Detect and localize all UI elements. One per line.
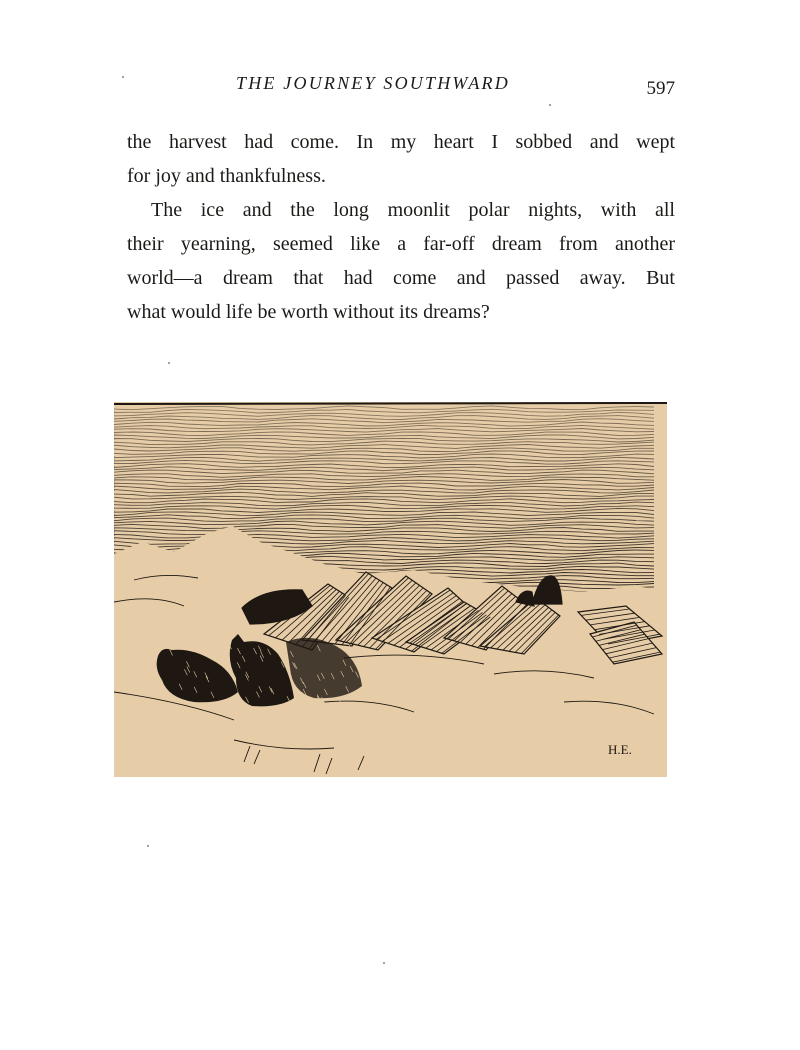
illustration-drawing	[114, 402, 667, 777]
paper-speck	[549, 104, 551, 106]
text-line: their yearning, seemed like a far-off dream from another	[127, 233, 675, 255]
page-number: 597	[646, 78, 675, 99]
text-line: for joy and thankfulness.	[127, 165, 326, 187]
running-title: THE JOURNEY SOUTHWARD	[236, 73, 510, 93]
text-line: what would life be worth without its dreams?	[127, 301, 490, 323]
text-line: the harvest had come. In my heart I sobbed and wept	[127, 131, 675, 153]
illustration-top-border	[114, 403, 667, 404]
illustration	[114, 402, 667, 777]
paper-speck	[122, 76, 124, 78]
paper-speck	[383, 962, 385, 964]
paper-speck	[168, 362, 170, 364]
body-text	[127, 125, 675, 329]
paper-speck	[147, 845, 149, 847]
illustration-signature: H.E.	[608, 742, 632, 757]
text-line: The ice and the long moonlit polar nights, with all	[151, 199, 675, 221]
running-head	[120, 70, 675, 100]
text-line: world—a dream that had come and passed away. But	[127, 267, 675, 289]
